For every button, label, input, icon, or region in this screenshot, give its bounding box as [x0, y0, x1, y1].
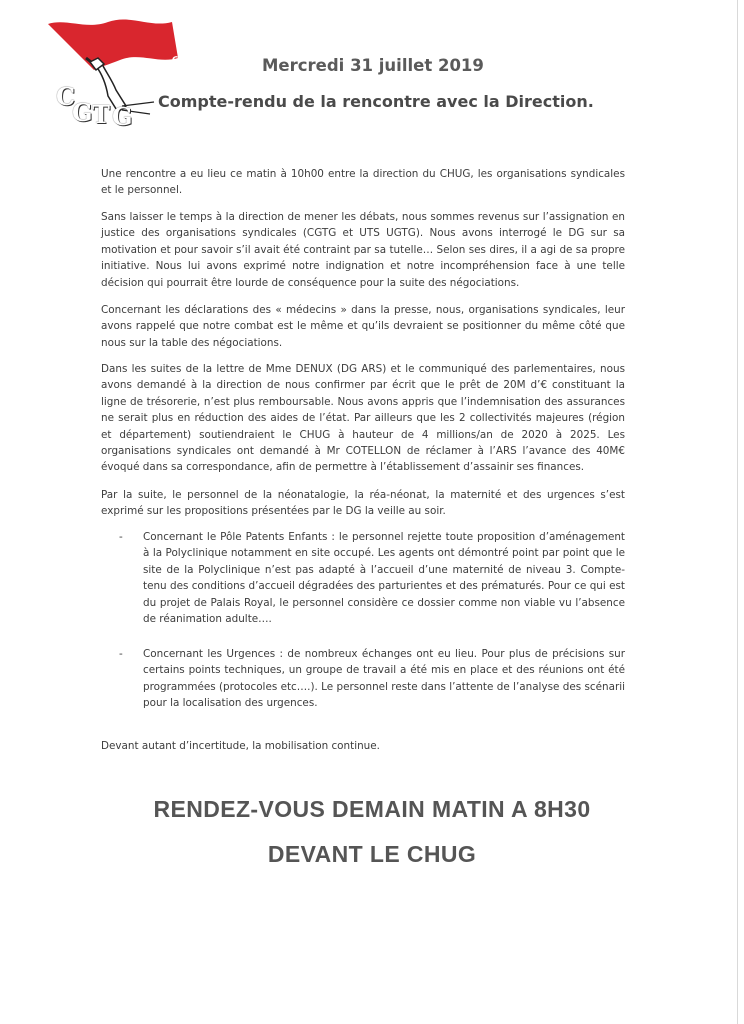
callout-line-2: DEVANT LE CHUG — [267, 841, 477, 867]
document-title: Compte-rendu de la rencontre avec la Direction. — [158, 92, 594, 111]
callout-line-1: RENDEZ-VOUS DEMAIN MATIN A 8H30 — [153, 796, 591, 822]
paragraph-personnel: Par la suite, le personnel de la néonatalogie, la réa-néonat, la maternité et des urgences s’est exprimé sur les propositions présentées par le DG la veille au soir. — [101, 489, 625, 518]
logo-letter-g1: G — [72, 98, 93, 127]
bullet-text-pole-enfants: Concernant le Pôle Patents Enfants : le personnel rejette toute proposition d’aménagement à la Polyclinique notamment en site occupé. Les agents ont démontré point par point que le site de la Polyclinique n’est pas adapté à l’accueil d’une maternité de niveau 3. Compte-tenu des conditions d’accueil dégradées des parturientes et des prématurés. Pour ce qui est du projet de Palais Royal, le personnel considère ce dossier comme non viable vu l’absence de réanimation adulte…. — [143, 531, 625, 626]
document-date: Mercredi 31 juillet 2019 — [262, 56, 484, 75]
scan-edge-line — [737, 0, 738, 1024]
cgtg-logo — [46, 14, 202, 131]
logo-letter-c: C — [56, 82, 76, 111]
logo-letter-g2: G — [112, 102, 133, 131]
paragraph-closing: Devant autant d’incertitude, la mobilisation continue. — [101, 740, 380, 752]
logo-flag-label: CHUG — [171, 51, 202, 67]
logo-letter-t: T — [92, 100, 110, 129]
paragraph-assignation: Sans laisser le temps à la direction de mener les débats, nous sommes revenus sur l’assignation en justice des organisations syndicales (CGTG et UTS UGTG). Nous avons interrogé le DG sur sa motivation et pour savoir s’il avait été contraint par sa tutelle… Selon ses dires, il a agi de sa propre initiative. Nous lui avons exprimé notre indignation et notre incompréhension face à une telle décision qui pourrait être lourde de conséquence pour la suite des négociations. — [101, 211, 625, 289]
bullet-dash: - — [119, 531, 123, 543]
bullet-dash: - — [119, 648, 123, 660]
bullet-text-urgences: Concernant les Urgences : de nombreux échanges ont eu lieu. Pour plus de précisions sur certains points techniques, un groupe de travail a été mis en place et des réunions ont été programmées (protocoles etc….). Le personnel reste dans l’attente de l’analyse des scénarii pour la localisation des urgences. — [143, 648, 625, 710]
paragraph-finances: Dans les suites de la lettre de Mme DENUX (DG ARS) et le communiqué des parlementaires, nous avons demandé à la direction de nous confirmer par écrit que le prêt de 20M d’€ constituant la ligne de trésorerie, n’est plus remboursable. Nous avons appris que l’indemnisation des assurances ne serait plus en réduction des aides de l’état. Par ailleurs que les 2 collectivités majeures (région et département) soutiendraient le CHUG à hauteur de 4 millions/an de 2020 à 2025. Les organisations syndicales ont demandé à Mr COTELLON de réclamer à l’ARS l’avance des 40M€ évoqué dans sa correspondance, afin de permettre à l’établissement d’assainir ses finances. — [101, 363, 625, 474]
paragraph-medecins: Concernant les déclarations des « médecins » dans la presse, nous, organisations syndicales, leur avons rappelé que notre combat est le même et qu’ils devraient se positionner du même côté que nous sur la table des négociations. — [101, 304, 625, 349]
paragraph-intro: Une rencontre a eu lieu ce matin à 10h00 entre la direction du CHUG, les organisations syndicales et le personnel. — [101, 168, 625, 197]
